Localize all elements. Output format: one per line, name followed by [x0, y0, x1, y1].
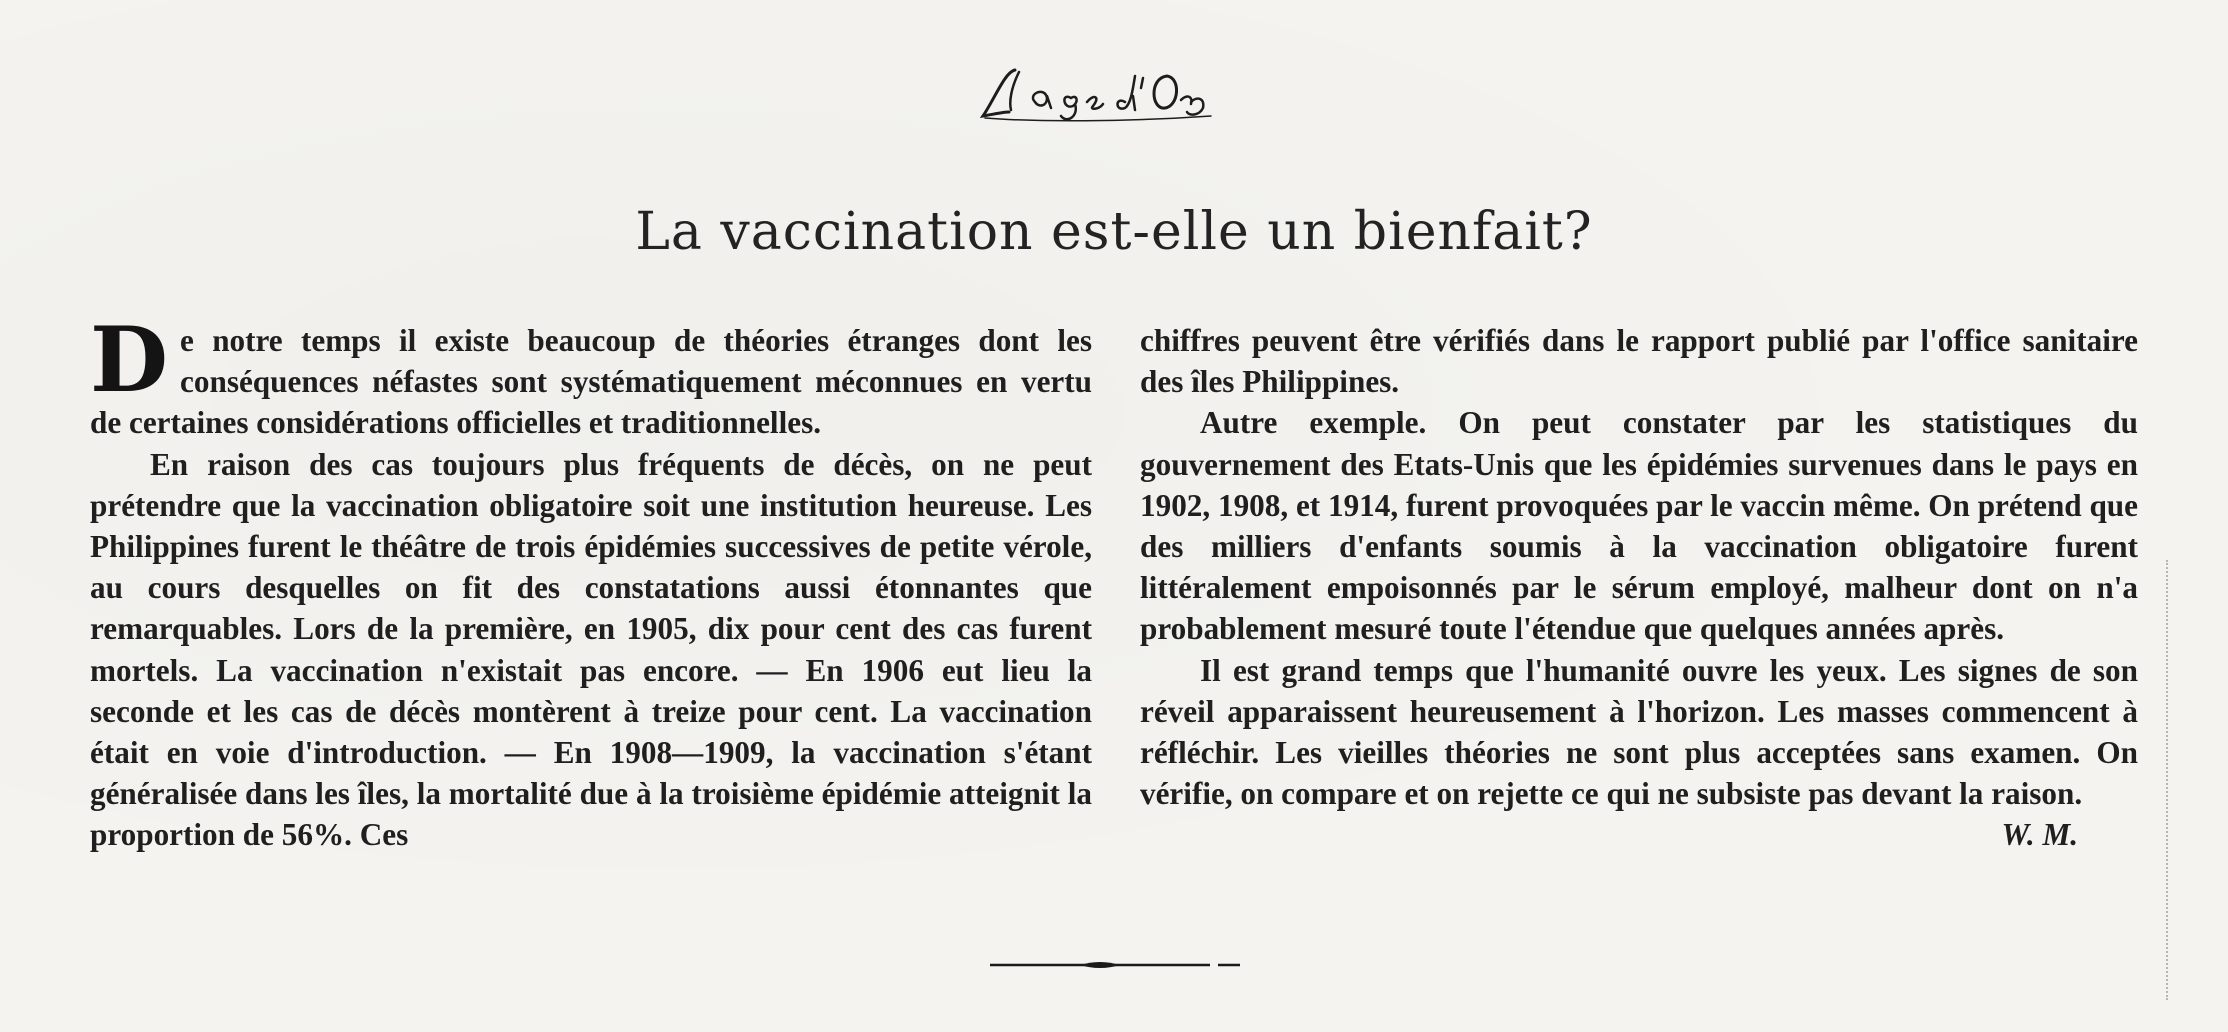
drop-cap: D	[90, 307, 169, 413]
paragraph-text: e notre temps il existe beaucoup de théories étranges dont les conséquences néfastes sont systématiquement méconnues en vertu de certaines considérations officielles et traditionnelles.	[90, 323, 1092, 441]
article-paragraph: En raison des cas toujours plus fréquents de décès, on ne peut prétendre que la vaccination obligatoire soit une institution heureuse. Les Philippines furent le théâtre de trois épidémies successives de petite vérole, au cours desquelles on fit des constatations aussi étonnantes que remarquables. Lors de la première, en 1905, dix pour cent des cas furent mortels. La vaccination n'existait pas encore. — En 1906 eut lieu la seconde et les cas de décès montèrent à treize pour cent. La vaccination était en voie d'introduction. — En 1908—1909, la vaccination s'étant généralisée dans les îles, la mortalité due à la troisième épidémie atteignit la proportion de 56%. Ces	[90, 446, 1092, 853]
end-ornament-icon	[990, 958, 1240, 972]
masthead-logo	[975, 58, 1235, 128]
article-column-right	[1140, 320, 2138, 856]
article-paragraph: Il est grand temps que l'humanité ouvre les yeux. Les signes de son réveil apparaissent heureusement à l'horizon. Les masses commencent à réfléchir. Les vieilles théories ne sont plus acceptées sans examen. On vérifie, on compare et on rejette ce qui ne subsiste pas devant la raison.	[1140, 652, 2138, 812]
article-title: La vaccination est-elle un bienfait?	[635, 202, 1593, 262]
article-paragraph	[90, 307, 1092, 444]
logo-script-icon	[975, 58, 1235, 128]
margin-dotted-rule	[2162, 560, 2168, 1000]
article-column-left	[90, 307, 1092, 856]
article-paragraph: Autre exemple. On peut constater par les statistiques du gouvernement des Etats-Unis que les épidémies survenues dans le pays en 1902, 1908, et 1914, furent provoquées par le vaccin même. On prétend que des milliers d'enfants soumis à la vaccination obligatoire furent littéralement empoisonnés par le sérum employé, malheur dont on n'a probablement mesuré toute l'étendue que quelques années après.	[1140, 405, 2138, 647]
author-signature: W. M.	[2001, 817, 2078, 853]
article-paragraph: chiffres peuvent être vérifiés dans le rapport publié par l'office sanitaire des îles Philippines.	[1140, 323, 2138, 400]
